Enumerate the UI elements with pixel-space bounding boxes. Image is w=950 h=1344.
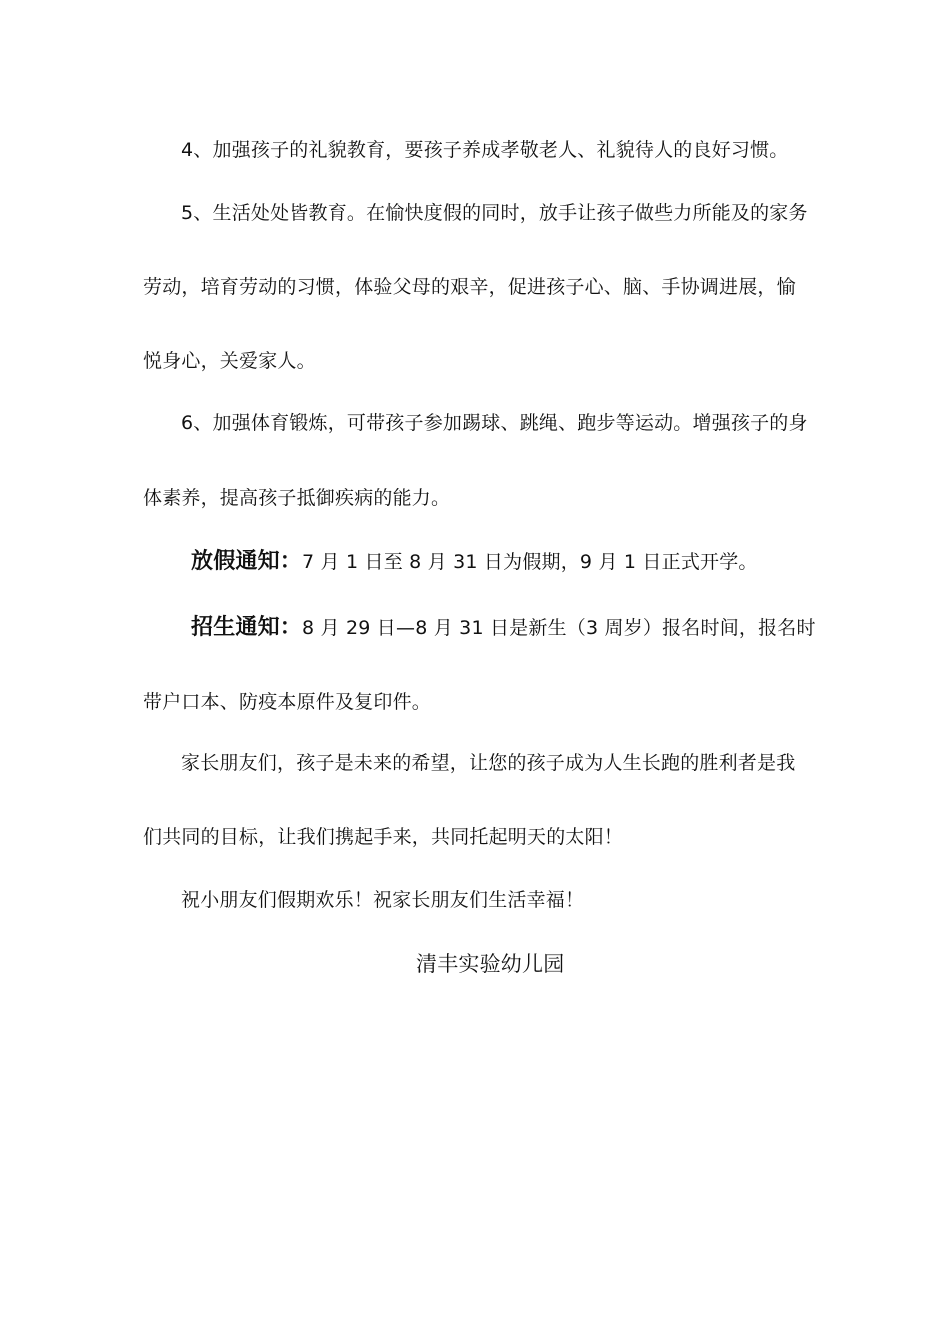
- item4-paragraph: 4、加强孩子的礼貌教育，要孩子养成孝敬老人、礼貌待人的良好习惯。: [181, 139, 789, 161]
- parents-line-1: 家长朋友们，孩子是未来的希望，让您的孩子成为人生长跑的胜利者是我: [181, 752, 796, 774]
- holiday-notice-text: 7 月 1 日至 8 月 31 日为假期，9 月 1 日正式开学。: [302, 551, 758, 573]
- parents-line-2: 们共同的目标，让我们携起手来，共同托起明天的太阳！: [143, 826, 624, 848]
- signature: 清丰实验幼儿园: [416, 952, 565, 976]
- enrollment-notice-line-2: 带户口本、防疫本原件及复印件。: [143, 691, 432, 713]
- item5-line-3: 悦身心，关爱家人。: [143, 350, 316, 372]
- item6-line-1: 6、加强体育锻炼，可带孩子参加踢球、跳绳、跑步等运动。增强孩子的身: [181, 412, 808, 434]
- item5-line-2: 劳动，培育劳动的习惯，体验父母的艰辛，促进孩子心、脑、手协调进展，愉: [143, 276, 796, 298]
- enrollment-notice: [191, 616, 816, 640]
- holiday-notice: [191, 550, 758, 574]
- enrollment-notice-line-1: 8 月 29 日—8 月 31 日是新生（3 周岁）报名时间，报名时: [302, 617, 816, 639]
- item5-line-1: 5、生活处处皆教育。在愉快度假的同时，放手让孩子做些力所能及的家务: [181, 202, 808, 224]
- holiday-notice-label: 放假通知：: [191, 549, 303, 574]
- wishes-paragraph: 祝小朋友们假期欢乐！祝家长朋友们生活幸福！: [181, 889, 585, 911]
- item6-line-2: 体素养，提高孩子抵御疾病的能力。: [143, 487, 451, 509]
- enrollment-notice-label: 招生通知：: [191, 615, 303, 640]
